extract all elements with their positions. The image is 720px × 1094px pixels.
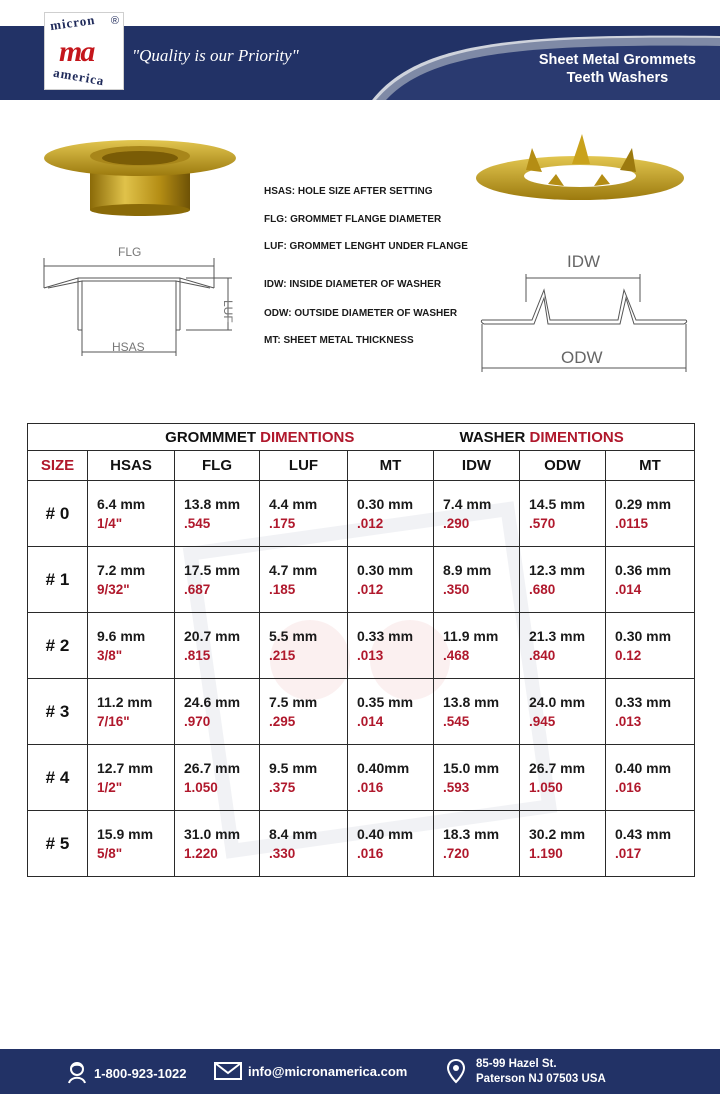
column-header-grommet-mt: MT: [348, 451, 434, 481]
inch-value: .840: [529, 647, 556, 663]
inch-value: .175: [269, 515, 296, 531]
washer-dimensions-heading: WASHER DIMENTIONS: [434, 424, 695, 451]
table-cell: [434, 613, 520, 679]
page-footer: [0, 1049, 720, 1094]
flg-dimension-label: FLG: [118, 245, 142, 259]
table-cell: [260, 547, 348, 613]
table-cell: [88, 547, 175, 613]
metric-value: 15.0 mm: [443, 759, 500, 776]
inch-value: .570: [529, 515, 556, 531]
grommet-illustration: [40, 130, 250, 220]
page-header: [0, 0, 720, 100]
title-line-2: Teeth Washers: [566, 70, 669, 86]
metric-value: 30.2 mm: [529, 825, 586, 842]
luf-dimension-label: LUF: [221, 300, 235, 323]
table-cell: [88, 481, 175, 547]
inch-value: .687: [184, 581, 211, 597]
metric-value: 7.5 mm: [269, 693, 318, 710]
address-line-1: 85-99 Hazel St.: [476, 1058, 557, 1070]
table-cell: [175, 613, 260, 679]
metric-value: 4.7 mm: [269, 561, 318, 578]
table-cell: [348, 745, 434, 811]
logo-mark: ma: [59, 35, 94, 68]
grommet-dimensions-heading: GROMMMET DIMENTIONS: [28, 424, 434, 451]
metric-value: 26.7 mm: [529, 759, 586, 776]
table-row: [28, 811, 695, 877]
inch-value: .330: [269, 845, 296, 861]
table-group-header-row: [28, 424, 695, 451]
table-cell: [88, 745, 175, 811]
metric-value: 18.3 mm: [443, 825, 500, 842]
metric-value: 12.7 mm: [97, 759, 154, 776]
legend-item-mt: MT: SHEET METAL THICKNESS: [264, 335, 414, 346]
table-cell: [434, 811, 520, 877]
inch-value: .013: [615, 713, 642, 729]
address-block: [476, 1057, 606, 1087]
phone-icon: [66, 1061, 88, 1085]
table-cell: [260, 679, 348, 745]
inch-value: .014: [615, 581, 642, 597]
metric-value: 7.4 mm: [443, 495, 492, 512]
metric-value: 8.9 mm: [443, 561, 492, 578]
footer-address: [446, 1057, 606, 1087]
table-cell: [606, 481, 695, 547]
inch-value: .016: [357, 779, 384, 795]
inch-value: .815: [184, 647, 211, 663]
table-cell: [434, 679, 520, 745]
metric-value: 0.40 mm: [357, 825, 414, 842]
table-cell: [175, 679, 260, 745]
metric-value: 9.5 mm: [269, 759, 318, 776]
size-cell: # 3: [28, 679, 88, 745]
inch-value: .290: [443, 515, 470, 531]
inch-value: .295: [269, 713, 296, 729]
idw-dimension-label: IDW: [567, 252, 601, 271]
column-header-luf: LUF: [260, 451, 348, 481]
table-cell: [520, 745, 606, 811]
teeth-washer-illustration: [472, 130, 692, 210]
table-cell: [175, 547, 260, 613]
inch-value: 9/32": [97, 581, 130, 597]
metric-value: 8.4 mm: [269, 825, 318, 842]
table-row: [28, 679, 695, 745]
table-cell: [175, 811, 260, 877]
metric-value: 0.40mm: [357, 759, 410, 776]
inch-value: .945: [529, 713, 556, 729]
inch-value: .545: [184, 515, 211, 531]
metric-value: 0.40 mm: [615, 759, 672, 776]
size-cell: # 1: [28, 547, 88, 613]
metric-value: 0.43 mm: [615, 825, 672, 842]
table-cell: [260, 745, 348, 811]
inch-value: .375: [269, 779, 296, 795]
table-cell: [606, 745, 695, 811]
table-cell: [175, 481, 260, 547]
tagline: "Quality is our Priority": [132, 46, 299, 65]
metric-value: 13.8 mm: [184, 495, 241, 512]
metric-value: 26.7 mm: [184, 759, 241, 776]
metric-value: 0.30 mm: [357, 561, 414, 578]
footer-email: [214, 1062, 407, 1080]
metric-value: 24.0 mm: [529, 693, 586, 710]
metric-value: 11.2 mm: [97, 693, 153, 710]
table-cell: [175, 745, 260, 811]
inch-value: 5/8": [97, 845, 123, 861]
inch-value: 1.220: [184, 845, 218, 861]
dimensions-table: [27, 423, 695, 877]
page-title: [539, 51, 696, 87]
table-row: [28, 613, 695, 679]
metric-value: 0.36 mm: [615, 561, 672, 578]
inch-value: 1.050: [184, 779, 218, 795]
location-pin-icon: [446, 1058, 466, 1086]
inch-value: .0115: [615, 515, 649, 531]
phone-number[interactable]: 1-800-923-1022: [94, 1065, 187, 1081]
inch-value: .593: [443, 779, 470, 795]
table-cell: [606, 547, 695, 613]
metric-value: 5.5 mm: [269, 627, 318, 644]
inch-value: .014: [357, 713, 384, 729]
table-cell: [88, 811, 175, 877]
table-cell: [520, 481, 606, 547]
size-cell: # 0: [28, 481, 88, 547]
inch-value: .468: [443, 647, 470, 663]
metric-value: 20.7 mm: [184, 627, 241, 644]
legend-item-odw: ODW: OUTSIDE DIAMETER OF WASHER: [264, 308, 458, 319]
size-cell: # 2: [28, 613, 88, 679]
metric-value: 11.9 mm: [443, 627, 499, 644]
table-cell: [88, 613, 175, 679]
table-header-row: [28, 451, 695, 481]
inch-value: .013: [357, 647, 384, 663]
table-cell: [88, 679, 175, 745]
inch-value: .545: [443, 713, 470, 729]
email-address[interactable]: info@micronamerica.com: [248, 1063, 408, 1079]
table-cell: [520, 547, 606, 613]
table-row: [28, 745, 695, 811]
table-cell: [348, 811, 434, 877]
table-cell: [348, 481, 434, 547]
column-header-odw: ODW: [520, 451, 606, 481]
table-cell: [348, 547, 434, 613]
metric-value: 24.6 mm: [184, 693, 241, 710]
inch-value: 1/2": [97, 779, 123, 795]
metric-value: 0.30 mm: [615, 627, 672, 644]
table-cell: [520, 811, 606, 877]
inch-value: .017: [615, 845, 642, 861]
odw-dimension-label: ODW: [561, 348, 603, 367]
inch-value: .720: [443, 845, 470, 861]
inch-value: .350: [443, 581, 470, 597]
column-header-washer-mt: MT: [606, 451, 695, 481]
metric-value: 4.4 mm: [269, 495, 318, 512]
table-cell: [434, 745, 520, 811]
metric-value: 9.6 mm: [97, 627, 146, 644]
inch-value: .012: [357, 515, 384, 531]
inch-value: .185: [269, 581, 296, 597]
inch-value: .970: [184, 713, 211, 729]
metric-value: 12.3 mm: [529, 561, 586, 578]
table-cell: [606, 811, 695, 877]
logo-text-top: micron: [49, 11, 97, 34]
hsas-dimension-label: HSAS: [112, 340, 145, 354]
inch-value: .016: [615, 779, 642, 795]
logo-registered-mark: ®: [110, 15, 119, 27]
column-header-size: SIZE: [28, 451, 88, 481]
metric-value: 0.33 mm: [357, 627, 414, 644]
legend-item-hsas: HSAS: HOLE SIZE AFTER SETTING: [264, 186, 433, 197]
table-cell: [434, 481, 520, 547]
mail-icon: [214, 1062, 242, 1080]
footer-phone: [66, 1061, 187, 1085]
metric-value: 13.8 mm: [443, 693, 500, 710]
metric-value: 6.4 mm: [97, 495, 146, 512]
metric-value: 21.3 mm: [529, 627, 586, 644]
inch-value: .680: [529, 581, 556, 597]
metric-value: 17.5 mm: [184, 561, 241, 578]
metric-value: 15.9 mm: [97, 825, 154, 842]
size-cell: # 4: [28, 745, 88, 811]
metric-value: 0.29 mm: [615, 495, 672, 512]
metric-value: 0.30 mm: [357, 495, 414, 512]
inch-value: 3/8": [97, 647, 123, 663]
table-cell: [606, 613, 695, 679]
inch-value: 1.190: [529, 845, 563, 861]
metric-value: 0.35 mm: [357, 693, 414, 710]
metric-value: 0.33 mm: [615, 693, 672, 710]
inch-value: 7/16": [97, 713, 130, 729]
inch-value: .012: [357, 581, 384, 597]
table-cell: [260, 811, 348, 877]
logo-text-bottom: america: [52, 64, 106, 89]
column-header-hsas: HSAS: [88, 451, 175, 481]
address-line-2: Paterson NJ 07503 USA: [476, 1073, 606, 1085]
inch-value: 1.050: [529, 779, 563, 795]
table-cell: [260, 481, 348, 547]
table-row: [28, 547, 695, 613]
company-logo: [44, 12, 124, 90]
size-cell: # 5: [28, 811, 88, 877]
inch-value: .016: [357, 845, 384, 861]
inch-value: 0.12: [615, 647, 642, 663]
column-header-idw: IDW: [434, 451, 520, 481]
table-cell: [520, 679, 606, 745]
column-header-flg: FLG: [175, 451, 260, 481]
inch-value: .215: [269, 647, 296, 663]
inch-value: 1/4": [97, 515, 123, 531]
table-cell: [260, 613, 348, 679]
legend-item-luf: LUF: GROMMET LENGHT UNDER FLANGE: [264, 241, 468, 252]
legend-item-flg: FLG: GROMMET FLANGE DIAMETER: [264, 214, 442, 225]
table-cell: [520, 613, 606, 679]
table-cell: [434, 547, 520, 613]
table-row: [28, 481, 695, 547]
title-line-1: Sheet Metal Grommets: [538, 52, 696, 68]
legend-item-idw: IDW: INSIDE DIAMETER OF WASHER: [264, 279, 442, 290]
metric-value: 31.0 mm: [184, 825, 241, 842]
metric-value: 14.5 mm: [529, 495, 586, 512]
table-cell: [348, 679, 434, 745]
table-cell: [606, 679, 695, 745]
metric-value: 7.2 mm: [97, 561, 146, 578]
table-cell: [348, 613, 434, 679]
